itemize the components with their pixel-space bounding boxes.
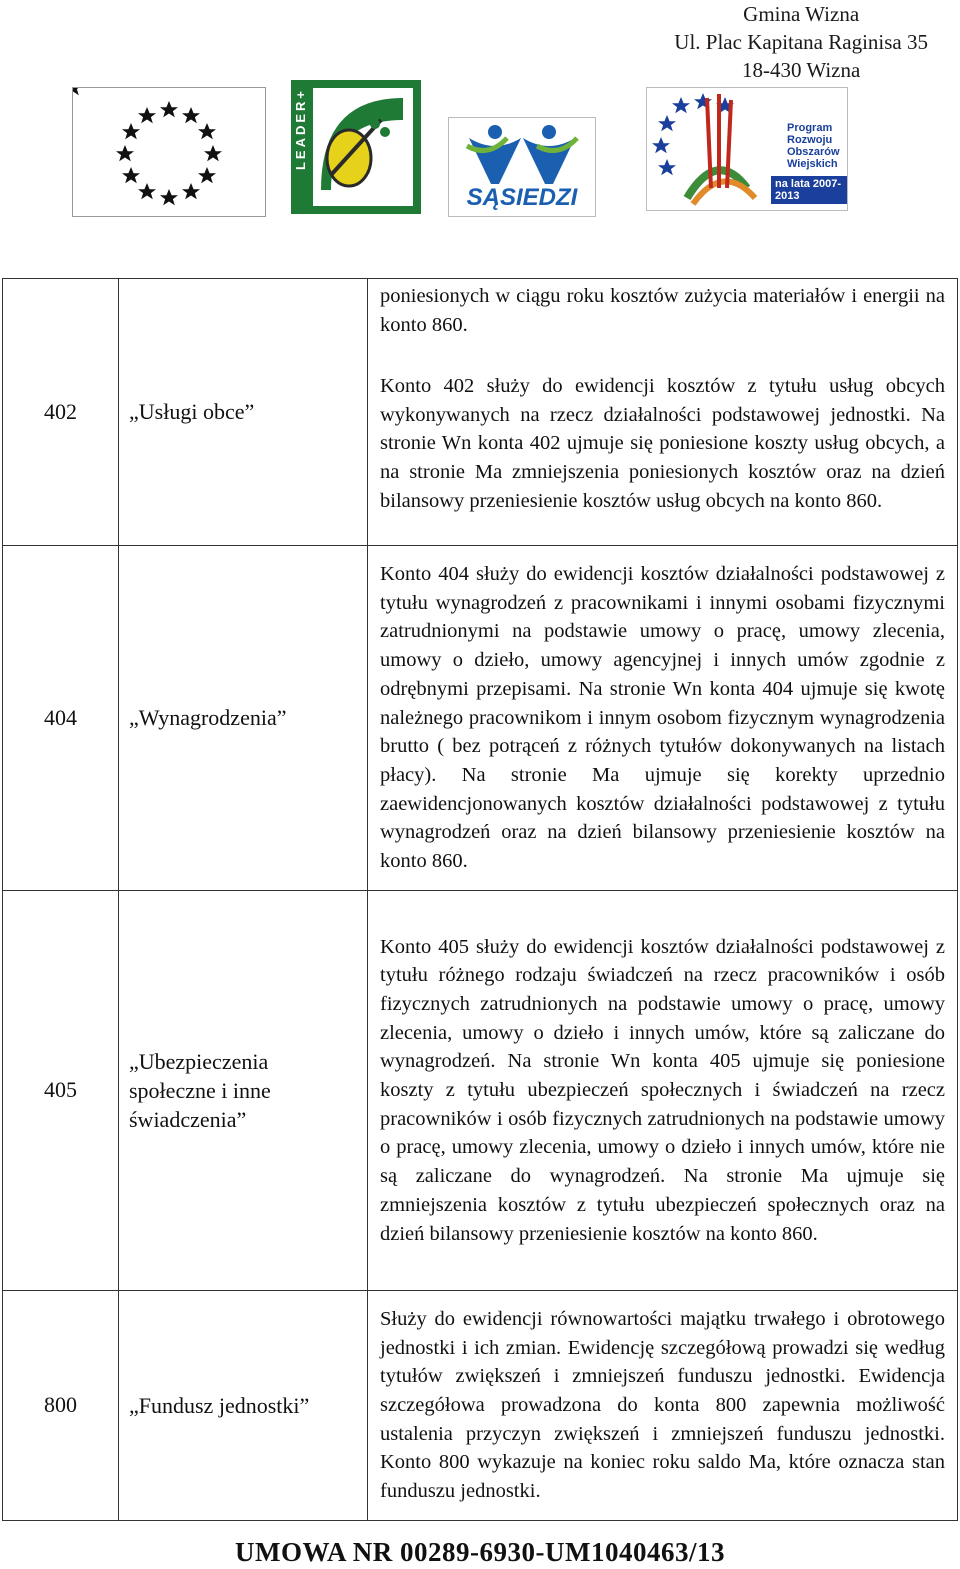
table-row [3,545,958,890]
leader-logo [291,80,421,214]
account-description: Konto 402 służy do ewidencji kosztów z tytułu usług obcych wykonywanych na rzecz działalności podstawowej jednostki. Na stronie Wn konta 402 ujmuje się poniesione koszty usług obcych, a na stronie Ma zmniejszenia poniesionych kosztów oraz na dzień bilansowy przeniesienie kosztów usług obcych na konto 860. [368,342,958,545]
address-line-postcode: 18-430 Wizna [741,58,861,82]
account-description: Konto 405 służy do ewidencji kosztów działalności podstawowej z tytułu różnego rodzaju świadczeń na rzecz pracowników i osób fizycznych zatrudnionych na podstawie umowy o pracę, umowy zlecenia, umowy o dzieło i innych umów, które są zaliczane do wynagrodzeń. Na stronie Wn konta 405 ujmuje się poniesione koszty z tytułu ubezpieczeń społecznych i świadczeń na rzecz pracowników i osób fizycznych zatrudnionych na podstawie umowy o pracę, umowy zlecenia, umowy o dzieło i innych umów, które nie są zaliczane do wynagrodzeń. Na stronie Ma ujmuje się zmniejszenia kosztów z tytułu ubezpieczeń społecznych oraz na dzień bilansowy przeniesienie kosztów na konto 860. [368,890,958,1290]
prow-logo-text [787,122,840,170]
account-code: 402 [3,279,119,546]
table-row [3,1290,958,1520]
table-row [3,279,958,343]
account-code: 800 [3,1290,119,1520]
account-name: „Ubezpieczenia społeczne i inne świadczenia” [119,890,368,1290]
sasiedzi-logo-text: SĄSIEDZI [466,184,578,211]
eu-flag-logo [72,87,266,217]
prow-logo [646,87,848,211]
account-description: Służy do ewidencji równowartości majątku trwałego i obrotowego jednostki i ich zmian. Ewidencję szczegółową prowadzi się według tytułów zwiększeń i zmniejszeń funduszu jednostki. Ewidencja szczegółowa prowadzona do konta 800 zapewnia możliwość ustalenia przyczyn zwiększeń i zmniejszeń funduszu jednostki. Konto 800 wykazuje na koniec roku saldo Ma, które oznacza stan funduszu jednostki. [368,1290,958,1520]
sasiedzi-logo [448,117,596,217]
account-description: poniesionych w ciągu roku kosztów zużycia materiałów i energii na konto 860. [368,279,958,343]
prow-years-badge: na lata 2007-2013 [771,176,847,204]
address-line-street: Ul. Plac Kapitana Raginisa 35 [674,30,928,54]
prow-line-3: Obszarów [787,146,840,158]
account-name: „Usługi obce” [119,279,368,546]
address-line-gmina: Gmina Wizna [743,2,860,26]
account-name: „Fundusz jednostki” [119,1290,368,1520]
prow-line-2: Rozwoju [787,134,833,146]
prow-line-1: Program [787,122,833,134]
table-row [3,890,958,1290]
leader-logo-text: LEADER+ [293,88,308,171]
accounts-table [2,278,958,1521]
contract-number: UMOWA NR 00289-6930-UM1040463/13 [235,1537,725,1567]
account-name: „Wynagrodzenia” [119,545,368,890]
account-code: 404 [3,545,119,890]
address-block [674,0,928,84]
account-code: 405 [3,890,119,1290]
prow-line-4: Wiejskich [787,158,838,170]
account-description: Konto 404 służy do ewidencji kosztów działalności podstawowej z tytułu wynagrodzeń z pracownikami i innymi osobami fizycznymi zatrudnionymi na podstawie umowy o pracę, umowy zlecenia, umowy o dzieło, umowy agencyjnej i innych umów zgodnie z odrębnymi przepisami. Na stronie Wn konta 404 ujmuje się kwotę należnego pracownikom i innym osobom fizycznym wynagrodzenia brutto ( bez potrąceń z różnych tytułów dokonywanych na listach płacy). Na stronie Ma ujmuje się korekty uprzednio zaewidencjonowanych kosztów działalności podstawowej z tytułu wynagrodzeń oraz na dzień bilansowy przeniesienie kosztów na konto 860. [368,545,958,890]
